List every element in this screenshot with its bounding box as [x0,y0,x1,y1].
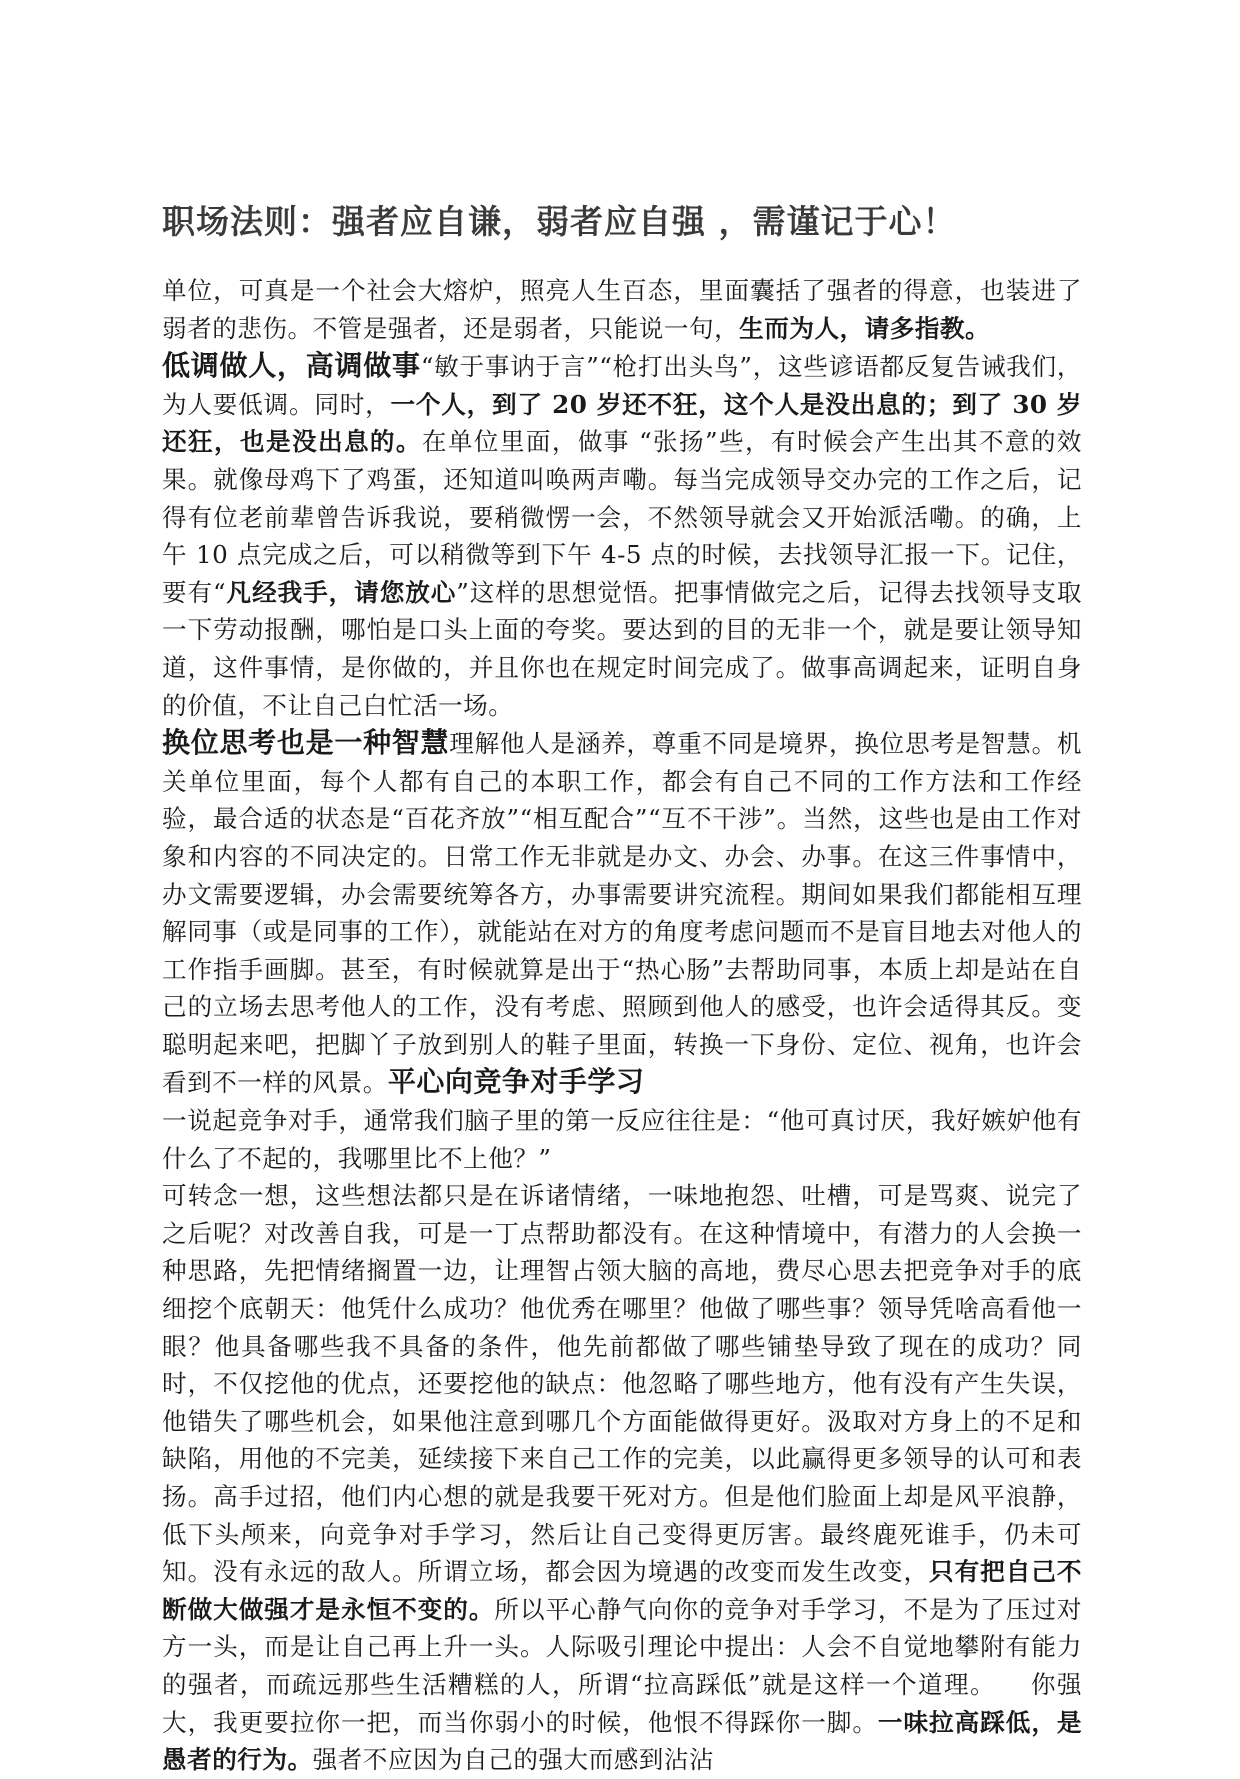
section-text: 可转念一想，这些想法都只是在诉诸情绪，一味地抱怨、吐槽，可是骂爽、说完了之后呢？对改善自我，可是一丁点帮助都没有。在这种情境中，有潜力的人会换一种思路，先把情绪搁置一边，让理智占领大脑的高地，费尽心思去把竞争对手的底细挖个底朝天：他凭什么成功？他优秀在哪里？他做了哪些事？领导凭啥高看他一眼？他具备哪些我不具备的条件，他先前都做了哪些铺垫导致了现在的成功？同时，不仅挖他的优点，还要挖他的缺点：他忽略了哪些地方，他有没有产生失误，他错失了哪些机会，如果他注意到哪几个方面能做得更好。汲取对方身上的不足和缺陷，用他的不完美，延续接下来自己工作的完美，以此赢得更多领导的认可和表扬。高手过招，他们内心想的就是我要干死对方。但是他们脸面上却是风平浪静，低下头颅来，向竞争对手学习，然后让自己变得更厉害。最终鹿死谁手，仍未可知。没有永远的敌人。所谓立场，都会因为境遇的改变而发生改变， [162,1181,1082,1587]
document-title: 职场法则：强者应自谦，弱者应自强 ，需谨记于心！ [162,202,957,241]
section-heading-empathy: 换位思考也是一种智慧 [162,726,450,760]
section-heading-low-profile: 低调做人，高调做事 [162,349,421,383]
para-intro: 单位，可真是一个社会大熔炉，照亮人生百态，里面囊括了强者的得意，也装进了弱者的悲伤。不管是强者，还是弱者，只能说一句， [162,276,1082,343]
bold-phrase: 凡经我手，请您放心 [226,577,457,607]
section-text: 所以平心静气向你的竞争对手学习，不是为了压过对方一头，而是让自己再上升一头。人际吸引理论中提出：人会不自觉地攀附有能力的强者，而疏远那些生活糟糕的人，所谓“拉高踩低”就是这样一个道理。 [162,1594,1082,1699]
document-page [162,200,1082,1779]
section-heading-competitor: 平心向竞争对手学习 [387,1065,645,1099]
section-text: 你强大，我更要拉你一把，而当你弱小的时候，他恨不得踩你一脚。 [162,1669,1082,1737]
bold-phrase: 生而为人，请多指教。 [739,313,991,343]
bold-phrase: 一味拉高踩低，是愚者的行为。 [162,1707,1082,1775]
section-text: 强者不应因为自己的强大而感到沾沾 [312,1745,715,1775]
section-text: 在单位里面，做事 “张扬”些，有时候会产生出其不意的效果。就像母鸡下了鸡蛋，还知道叫唤两声嘞。每当完成领导交办完的工作之后，记得有位老前辈曾告诉我说，要稍微愣一会，不然领导就会又开始派活嘞。的确，上午 10 点完成之后，可以稍微等到下午 4-5 点的时候，去找领导汇报一下。记住，要有“ [162,427,1082,607]
section-text: 一说起竞争对手，通常我们脑子里的第一反应往往是：“他可真讨厌，我好嫉妒他有什么了不起的，我哪里比不上他？” [162,1106,1082,1173]
body-text [162,272,1082,1779]
section-text: “敏于事讷于言”“枪打出头鸟”，这些谚语都反复告诫我们，为人要低调。同时， [162,352,1082,419]
bold-phrase: 只有把自己不断做大做强才是永恒不变的。 [162,1557,1082,1624]
bold-phrase: 一个人，到了 20 岁还不狂，这个人是没出息的；到了 30 岁还狂，也是没出息的。 [162,389,1082,457]
section-text: ”这样的思想觉悟。把事情做完之后，记得去找领导支取一下劳动报酬，哪怕是口头上面的夸奖。要达到的目的无非一个，就是要让领导知道，这件事情，是你做的，并且你也在规定时间完成了。做事高调起来，证明自身的价值，不让自己白忙活一场。 [162,577,1082,720]
section-text: 理解他人是涵养，尊重不同是境界，换位思考是智慧。机关单位里面，每个人都有自己的本职工作，都会有自己不同的工作方法和工作经验，最合适的状态是“百花齐放”“相互配合”“互不干涉”。当然，这些也是由工作对象和内容的不同决定的。日常工作无非就是办文、办会、办事。在这三件事情中，办文需要逻辑，办会需要统筹各方，办事需要讲究流程。期间如果我们都能相互理解同事（或是同事的工作），就能站在对方的角度考虑问题而不是盲目地去对他人的工作指手画脚。甚至，有时候就算是出于“热心肠”去帮助同事，本质上却是站在自己的立场去思考他人的工作，没有考虑、照顾到他人的感受，也许会适得其反。变聪明起来吧，把脚丫子放到别人的鞋子里面，转换一下身份、定位、视角，也许会看到不一样的风景。 [162,729,1082,1098]
